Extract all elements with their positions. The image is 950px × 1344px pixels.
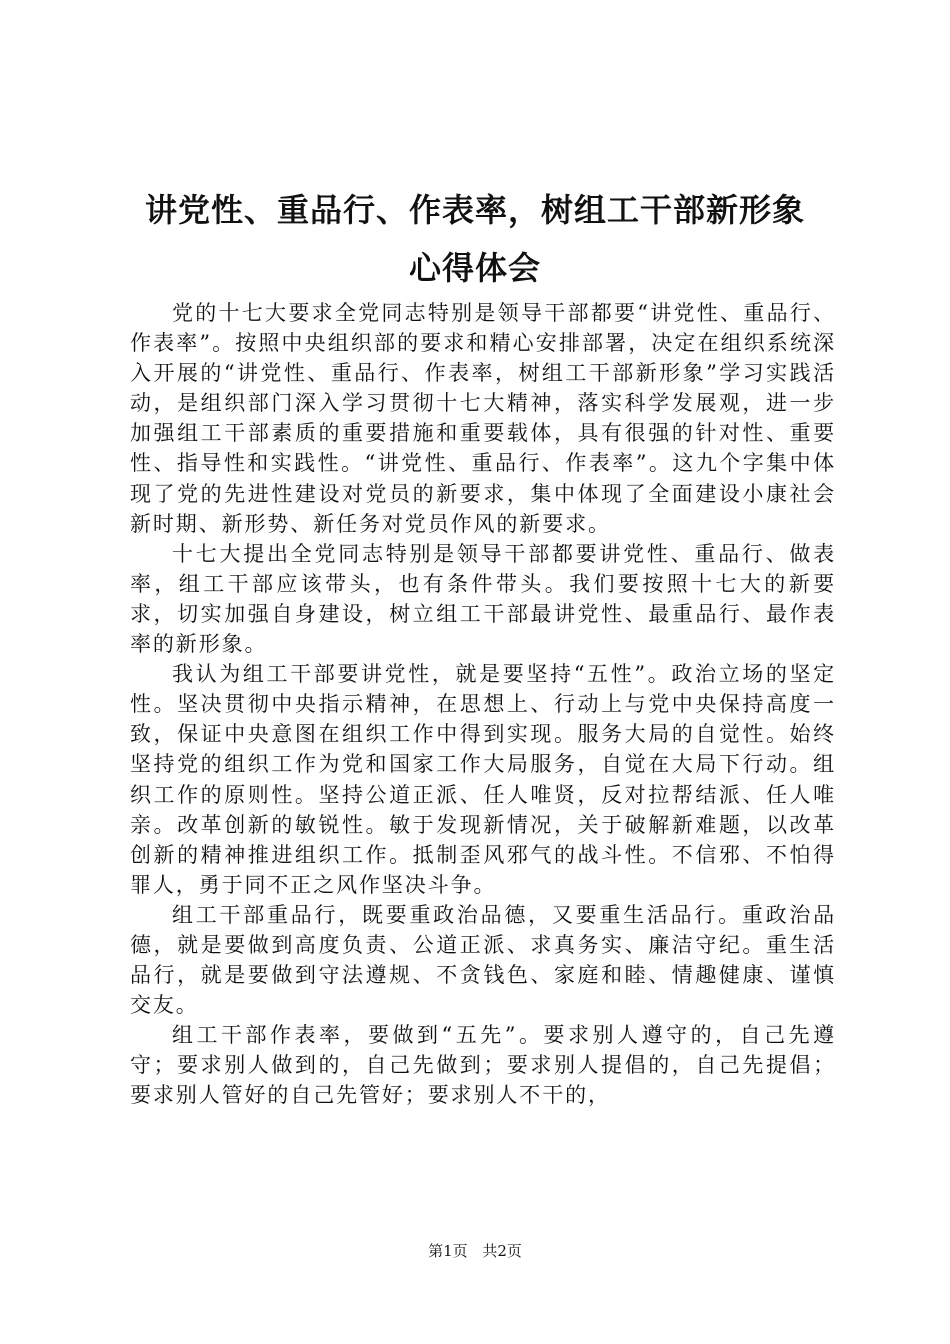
page-number: 第1页	[428, 1242, 468, 1260]
document-title-line1: 讲党性、重品行、作表率，树组工干部新形象	[144, 191, 805, 229]
page-total: 共2页	[482, 1242, 522, 1260]
body-paragraph-1: 党的十七大要求全党同志特别是领导干部都要“讲党性、重品行、作表率”。按照中央组织部的要求和精心安排部署，决定在组织系统深入开展的“讲党性、重品行、作表率，树组工干部新形象”学习实践活动，是组织部门深入学习贯彻十七大精神，落实科学发展观，进一步加强组工干部素质的重要措施和重要载体，具有很强的针对性、重要性、指导性和实践性。“讲党性、重品行、作表率”。这九个字集中体现了党的先进性建设对党员的新要求，集中体现了全面建设小康社会新时期、新形势、新任务对党员作风的新要求。	[130, 301, 836, 536]
page-footer	[0, 1244, 950, 1259]
document-body	[130, 298, 836, 1111]
body-paragraph-5: 组工干部作表率，要做到“五先”。要求别人遵守的，自己先遵守；要求别人做到的，自己先做到；要求别人提倡的，自己先提倡；要求别人管好的自己先管好；要求别人不干的，	[130, 1023, 836, 1108]
body-paragraph-4: 组工干部重品行，既要重政治品德，又要重生活品行。重政治品德，就是要做到高度负责、公道正派、求真务实、廉洁守纪。重生活品行，就是要做到守法遵规、不贪钱色、家庭和睦、情趣健康、谨慎交友。	[130, 902, 836, 1018]
body-paragraph-3: 我认为组工干部要讲党性，就是要坚持“五性”。政治立场的坚定性。坚决贯彻中央指示精神，在思想上、行动上与党中央保持高度一致，保证中央意图在组织工作中得到实现。服务大局的自觉性。始终坚持党的组织工作为党和国家工作大局服务，自觉在大局下行动。组织工作的原则性。坚持公道正派、任人唯贤，反对拉帮结派、任人唯亲。改革创新的敏锐性。敏于发现新情况，关于破解新难题，以改革创新的精神推进组织工作。抵制歪风邪气的战斗性。不信邪、不怕得罪人，勇于同不正之风作坚决斗争。	[130, 662, 836, 897]
body-paragraph-2: 十七大提出全党同志特别是领导干部都要讲党性、重品行、做表率，组工干部应该带头，也有条件带头。我们要按照十七大的新要求，切实加强自身建设，树立组工干部最讲党性、最重品行、最作表率的新形象。	[130, 541, 836, 657]
document-title-line2: 心得体会	[408, 249, 541, 287]
